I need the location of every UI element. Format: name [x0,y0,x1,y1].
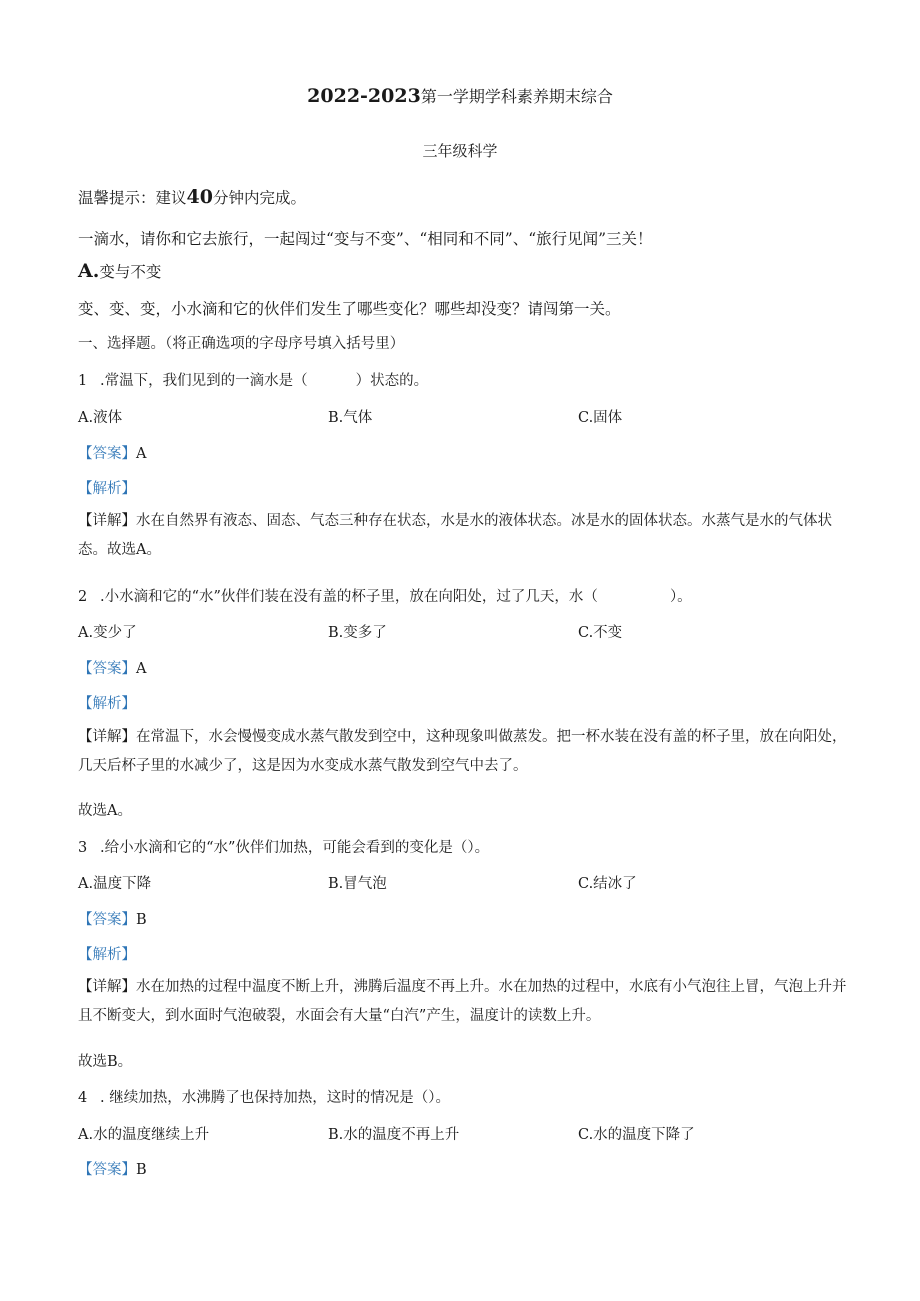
question-1-answer: 【答案】A [78,446,147,462]
part-one-title: 一、选择题。（将正确选项的字母序号填入括号里） [78,336,405,352]
question-2-detail: 【详解】在常温下，水会慢慢变成水蒸气散发到空中，这种现象叫做蒸发。把一杯水装在没有盖的杯子里，放在向阳处，几天后杯子里的水减少了，这是因为水变成水蒸气散发到空气中去了。 [78,729,847,774]
question-4-option-a: A.水的温度继续上升 [78,1127,210,1143]
question-2-option-b: B.变多了 [328,625,387,641]
question-4-option-b: B.水的温度不再上升 [328,1127,460,1143]
question-3-option-b: B.冒气泡 [328,876,387,892]
question-2-option-c: C.不变 [578,625,623,641]
time-hint: 温馨提示：建议40分钟内完成。 [78,186,306,208]
section-a-letter: A. [78,260,100,282]
question-4-option-c: C.水的温度下降了 [578,1127,695,1143]
question-3-option-a: A.温度下降 [78,876,152,892]
question-3-analysis-label: 【解析】 [78,947,136,963]
intro-tagline: 一滴水，请你和它去旅行，一起闯过“变与不变”、“相同和不同”、“旅行见闻”三关！ [78,230,653,248]
question-1-stem: 1 .常温下，我们见到的一滴水是（ ）状态的。 [78,373,429,389]
section-a-title: 变与不变 [99,263,162,281]
question-2-option-a: A.变少了 [78,625,137,641]
question-1-option-c: C.固体 [578,410,623,426]
question-3-stem: 3 .给小水滴和它的“水”伙伴们加热，可能会看到的变化是（）。 [78,840,490,856]
question-3-detail: 【详解】水在加热的过程中温度不断上升，沸腾后温度不再上升。水在加热的过程中，水底有小气泡往上冒，气泡上升并且不断变大，到水面时气泡破裂，水面会有大量“白汽”产生，温度计的读数上升。 [78,979,847,1024]
question-1-option-a: A.液体 [78,410,123,426]
hint-minutes: 40 [186,186,213,208]
question-2-conclusion: 故选A。 [78,803,132,819]
title-year: 2022-2023 [307,85,421,107]
document-subtitle: 三年级科学 [422,142,498,160]
question-2-answer: 【答案】A [78,661,147,677]
question-1-detail: 【详解】水在自然界有液态、固态、气态三种存在状态，水是水的液体状态。冰是水的固体状态。水蒸气是水的气体状态。故选A。 [78,513,832,558]
section-a-heading [78,260,161,282]
question-2-analysis-label: 【解析】 [78,696,136,712]
question-4-answer: 【答案】B [78,1162,147,1178]
section-a-description: 变、变、变，小水滴和它的伙伴们发生了哪些变化？哪些却没变？请闯第一关。 [78,300,621,318]
question-3-conclusion: 故选B。 [78,1054,133,1070]
question-4-stem: 4 . 继续加热，水沸腾了也保持加热，这时的情况是（）。 [78,1090,450,1106]
question-2-stem: 2 .小水滴和它的“水”伙伴们装在没有盖的杯子里，放在向阳处，过了几天，水（ ）。 [78,589,692,605]
question-1-analysis-label: 【解析】 [78,481,136,497]
title-text: 第一学期学科素养期末综合 [420,87,613,106]
document-title [0,84,920,107]
question-3-answer: 【答案】B [78,912,147,928]
question-1-option-b: B.气体 [328,410,373,426]
question-3-option-c: C.结冰了 [578,876,637,892]
